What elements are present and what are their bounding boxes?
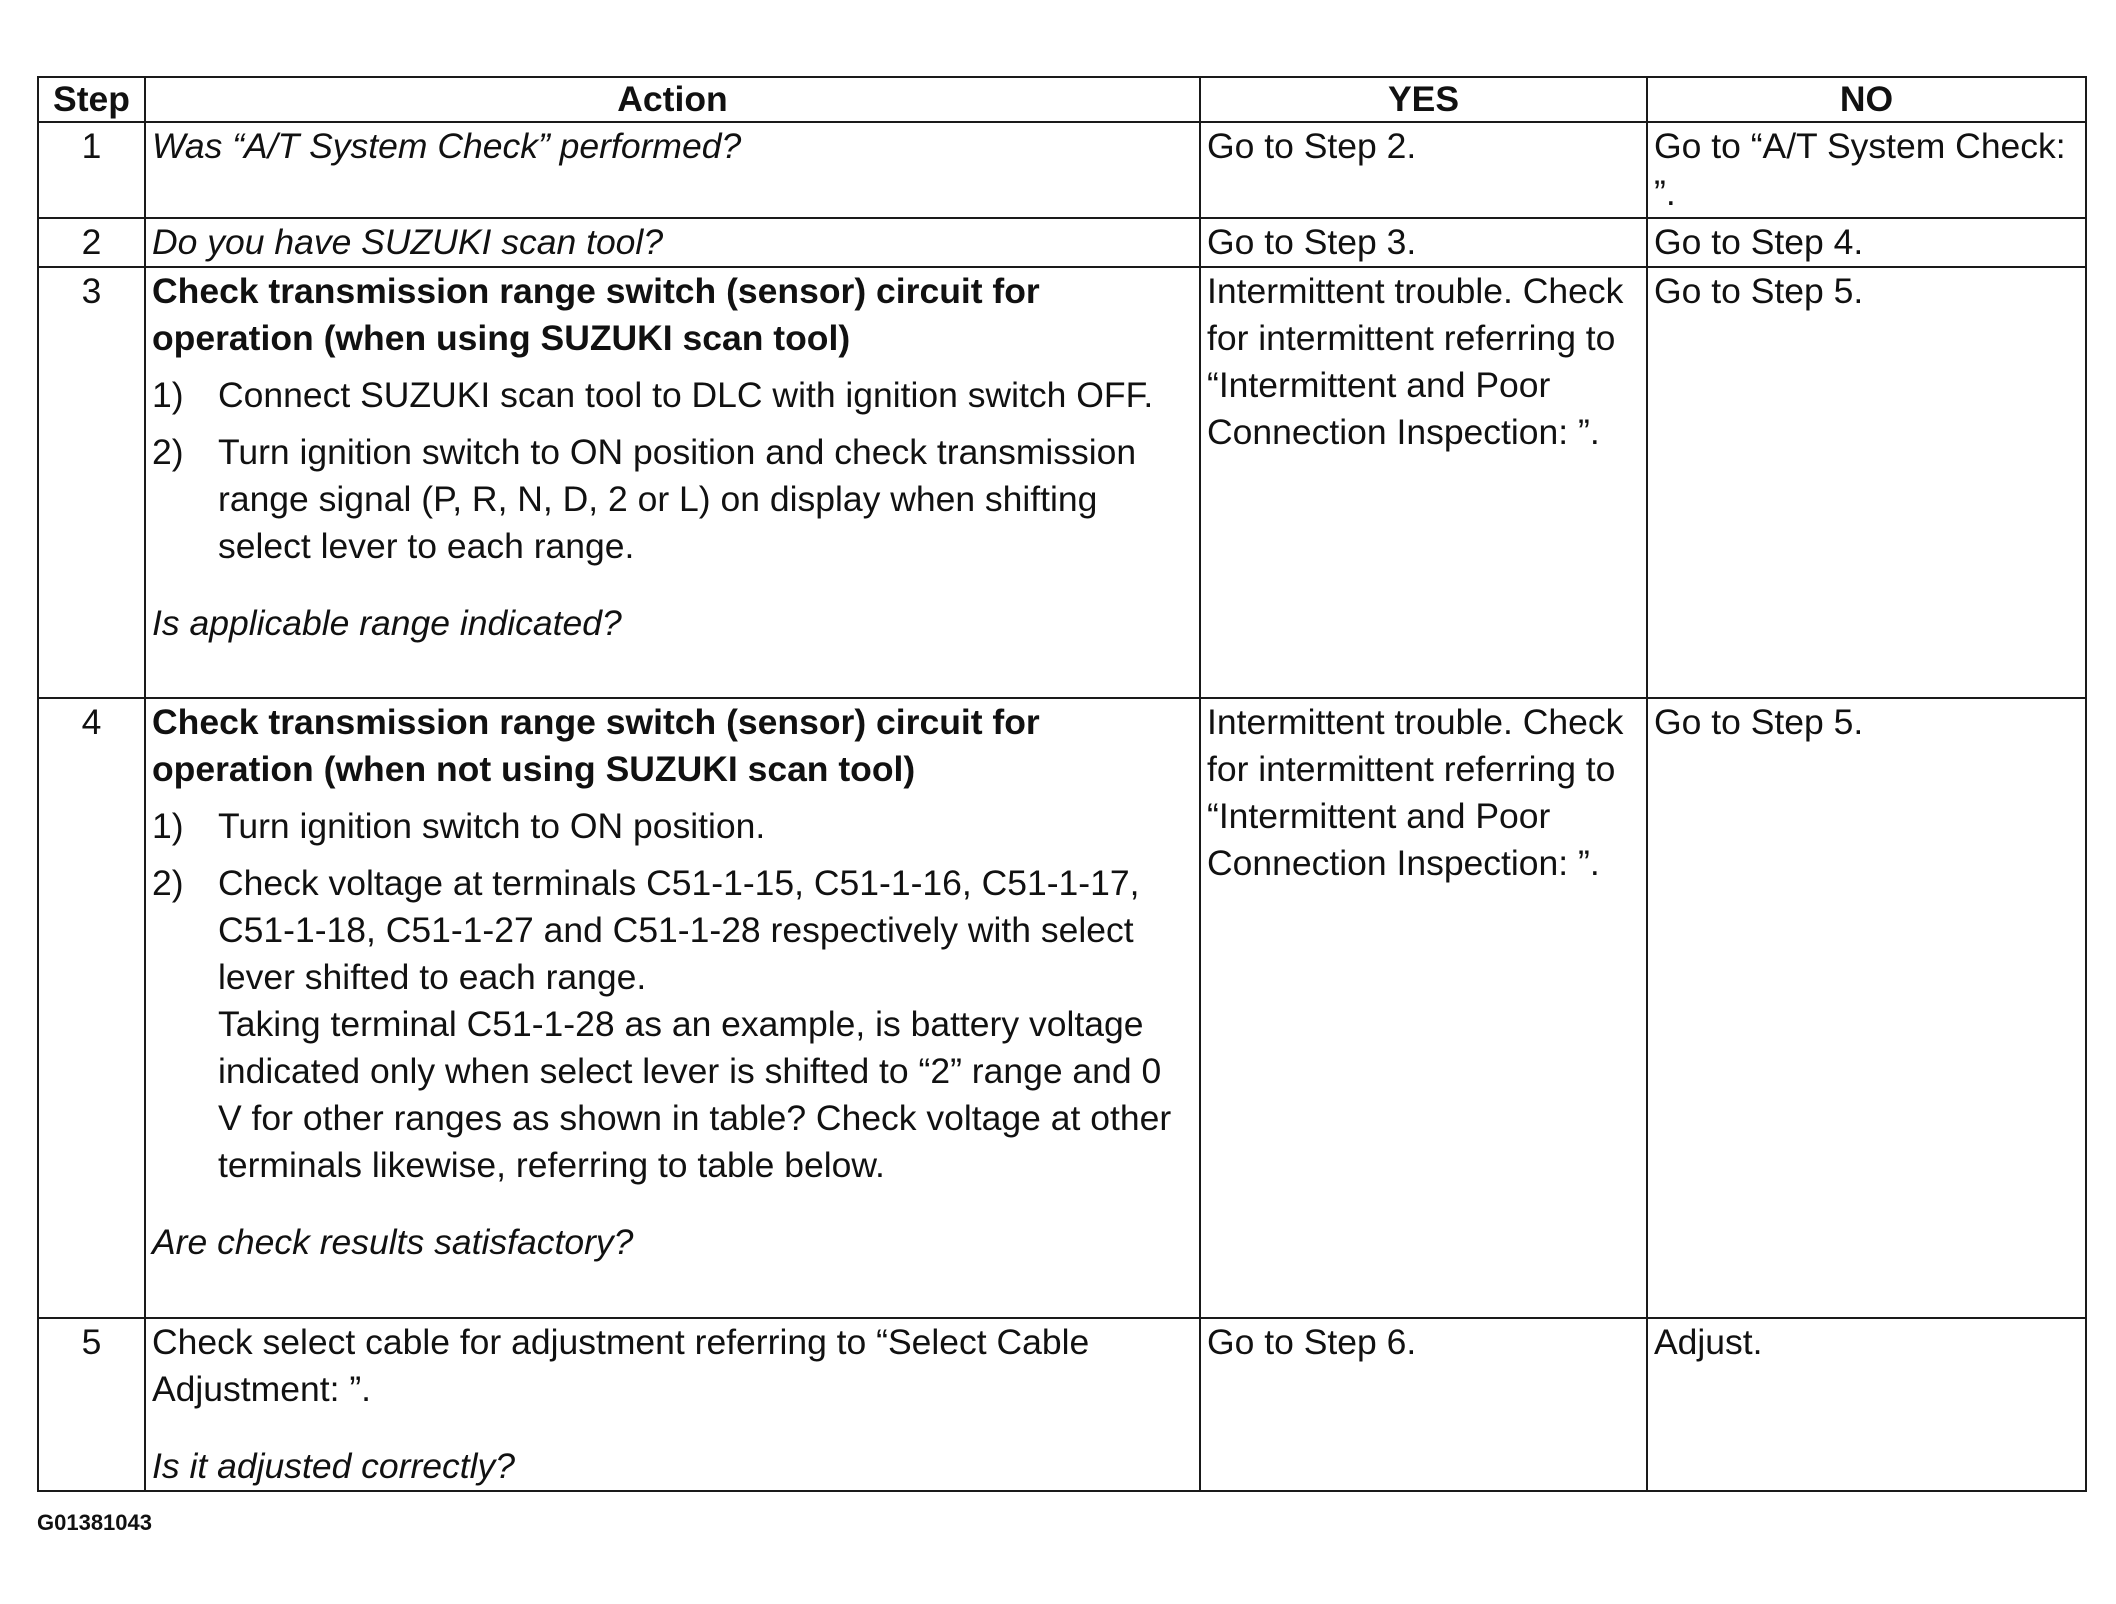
action-cell: [145, 698, 1200, 1318]
action-question: Are check results satisfactory?: [152, 1222, 634, 1262]
step-number: 4: [38, 698, 145, 1318]
substep-number: 2): [152, 432, 184, 472]
action-cell: [145, 1318, 1200, 1491]
substep-number: 1): [152, 806, 184, 846]
action-question: Is applicable range indicated?: [152, 603, 622, 643]
yes-cell: Go to Step 2.: [1200, 122, 1647, 218]
action-cell: [145, 218, 1200, 267]
step-number: 3: [38, 267, 145, 698]
yes-cell: Intermittent trouble. Check for intermittent referring to “Intermittent and Poor Connection Inspection: ”.: [1200, 267, 1647, 698]
substep-text: Connect SUZUKI scan tool to DLC with ignition switch OFF.: [218, 375, 1154, 415]
substep-number: 1): [152, 375, 184, 415]
header-no: NO: [1647, 77, 2086, 122]
substep-text: Turn ignition switch to ON position and check transmission range signal (P, R, N, D, 2 or L) on display when shifting select lever to each range.: [218, 432, 1137, 566]
action-substep: [152, 803, 1193, 850]
step-number: 2: [38, 218, 145, 267]
header-yes: YES: [1200, 77, 1647, 122]
yes-cell: Intermittent trouble. Check for intermittent referring to “Intermittent and Poor Connection Inspection: ”.: [1200, 698, 1647, 1318]
table-row: [38, 218, 2086, 267]
action-substep: [152, 372, 1193, 419]
action-question: Do you have SUZUKI scan tool?: [152, 222, 664, 262]
action-title: Check transmission range switch (sensor) circuit for operation (when not using SUZUKI scan tool): [152, 702, 1040, 789]
action-substep: [152, 860, 1193, 1189]
yes-cell: Go to Step 6.: [1200, 1318, 1647, 1491]
no-cell: Go to “A/T System Check: ”.: [1647, 122, 2086, 218]
no-cell: Go to Step 4.: [1647, 218, 2086, 267]
step-number: 1: [38, 122, 145, 218]
table-row: [38, 267, 2086, 698]
no-cell: Go to Step 5.: [1647, 267, 2086, 698]
header-step: Step: [38, 77, 145, 122]
substep-text: Turn ignition switch to ON position.: [218, 806, 766, 846]
action-cell: [145, 267, 1200, 698]
substep-body: [218, 860, 1193, 1189]
no-cell: Go to Step 5.: [1647, 698, 2086, 1318]
substep-number: 2): [152, 863, 184, 903]
header-row: [38, 77, 2086, 122]
yes-cell: Go to Step 3.: [1200, 218, 1647, 267]
step-number: 5: [38, 1318, 145, 1491]
action-title: Check transmission range switch (sensor) circuit for operation (when using SUZUKI scan tool): [152, 271, 1040, 358]
table-row: [38, 1318, 2086, 1491]
header-action: Action: [145, 77, 1200, 122]
figure-id: G01381043: [37, 1510, 152, 1535]
action-question: Was “A/T System Check” performed?: [152, 126, 742, 166]
diagnostic-table: [37, 76, 2087, 1492]
table-row: [38, 122, 2086, 218]
table-row: [38, 698, 2086, 1318]
no-cell: Adjust.: [1647, 1318, 2086, 1491]
action-cell: [145, 122, 1200, 218]
action-substep: [152, 429, 1193, 570]
action-text: Check select cable for adjustment referring to “Select Cable Adjustment: ”.: [152, 1322, 1090, 1409]
substep-text: Check voltage at terminals C51-1-15, C51-1-16, C51-1-17, C51-1-18, C51-1-27 and C51-1-28 respectively with select lever shifted to each range.: [218, 863, 1140, 997]
action-question: Is it adjusted correctly?: [152, 1446, 516, 1486]
substep-extra-text: Taking terminal C51-1-28 as an example, is battery voltage indicated only when select lever is shifted to “2” range and 0 V for other ranges as shown in table? Check voltage at other terminals likewise, referring to table below.: [218, 1004, 1172, 1185]
